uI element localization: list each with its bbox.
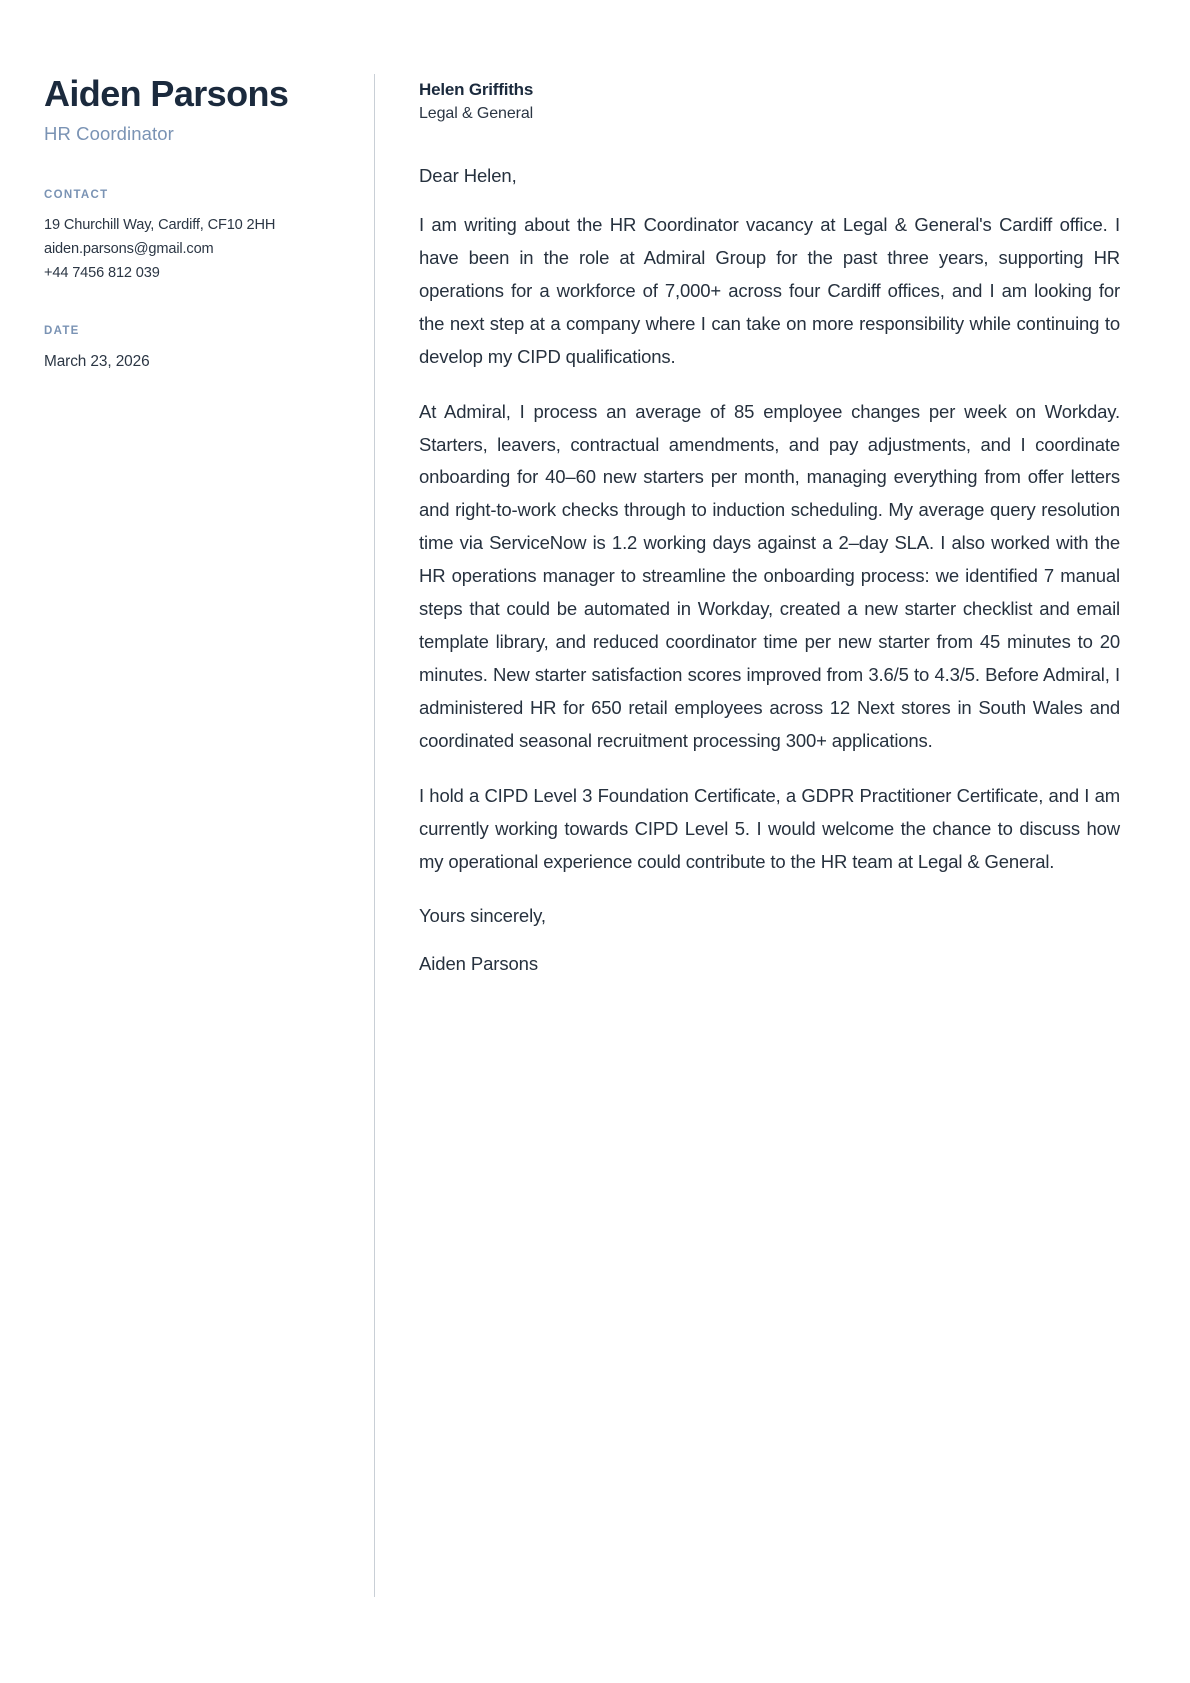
page-title: Aiden Parsons	[44, 73, 289, 114]
sidebar	[44, 70, 374, 1623]
contact-email[interactable]: aiden.parsons@gmail.com	[44, 240, 214, 257]
contact-address: 19 Churchill Way, Cardiff, CF10 2HH	[44, 217, 276, 234]
letter-paragraph-2: At Admiral, I process an average of 85 employee changes per week on Workday. Starters, leavers, contractual amendments, and pay adjustments, and I coordinate onboarding for 40–60 new starters per month, managing everything from offer letters and right-to-work checks through to induction scheduling. My average query resolution time via ServiceNow is 1.2 working days against a 2–day SLA. I also worked with the HR operations manager to streamline the onboarding process: we identified 7 manual steps that could be automated in Workday, created a new starter checklist and email template library, and reduced coordinator time per new starter from 45 minutes to 20 minutes. New starter satisfaction scores improved from 3.6/5 to 4.3/5. Before Admiral, I administered HR for 650 retail employees across 12 Next stores in South Wales and coordinated seasonal recruitment processing 300+ applications.	[419, 400, 1120, 751]
letter-paragraph-3: I hold a CIPD Level 3 Foundation Certificate, a GDPR Practitioner Certificate, and I am currently working towards CIPD Level 5. I would welcome the chance to discuss how my operational experience could contribute to the HR team at Legal & General.	[419, 784, 1120, 872]
job-title: HR Coordinator	[44, 123, 174, 145]
signature-name: Aiden Parsons	[419, 952, 539, 974]
recipient-name: Helen Griffiths	[419, 80, 534, 99]
date-section	[44, 325, 346, 374]
closing-line: Yours sincerely,	[419, 904, 546, 926]
letter-body	[375, 70, 1120, 1623]
date-value: March 23, 2026	[44, 353, 150, 371]
letter-paragraph-1: I am writing about the HR Coordinator vacancy at Legal & General's Cardiff office. I have been in the role at Admiral Group for the past three years, supporting HR operations for a workforce of 7,000+ across four Cardiff offices, and I am looking for the next step at a company where I can take on more responsibility while continuing to develop my CIPD qualifications.	[419, 214, 1120, 367]
contact-heading: CONTACT	[44, 189, 109, 202]
contact-phone[interactable]: +44 7456 812 039	[44, 264, 160, 281]
salutation: Dear Helen,	[419, 165, 517, 186]
contact-section	[44, 189, 346, 285]
date-heading: DATE	[44, 325, 80, 338]
recipient-organisation: Legal & General	[419, 105, 534, 122]
